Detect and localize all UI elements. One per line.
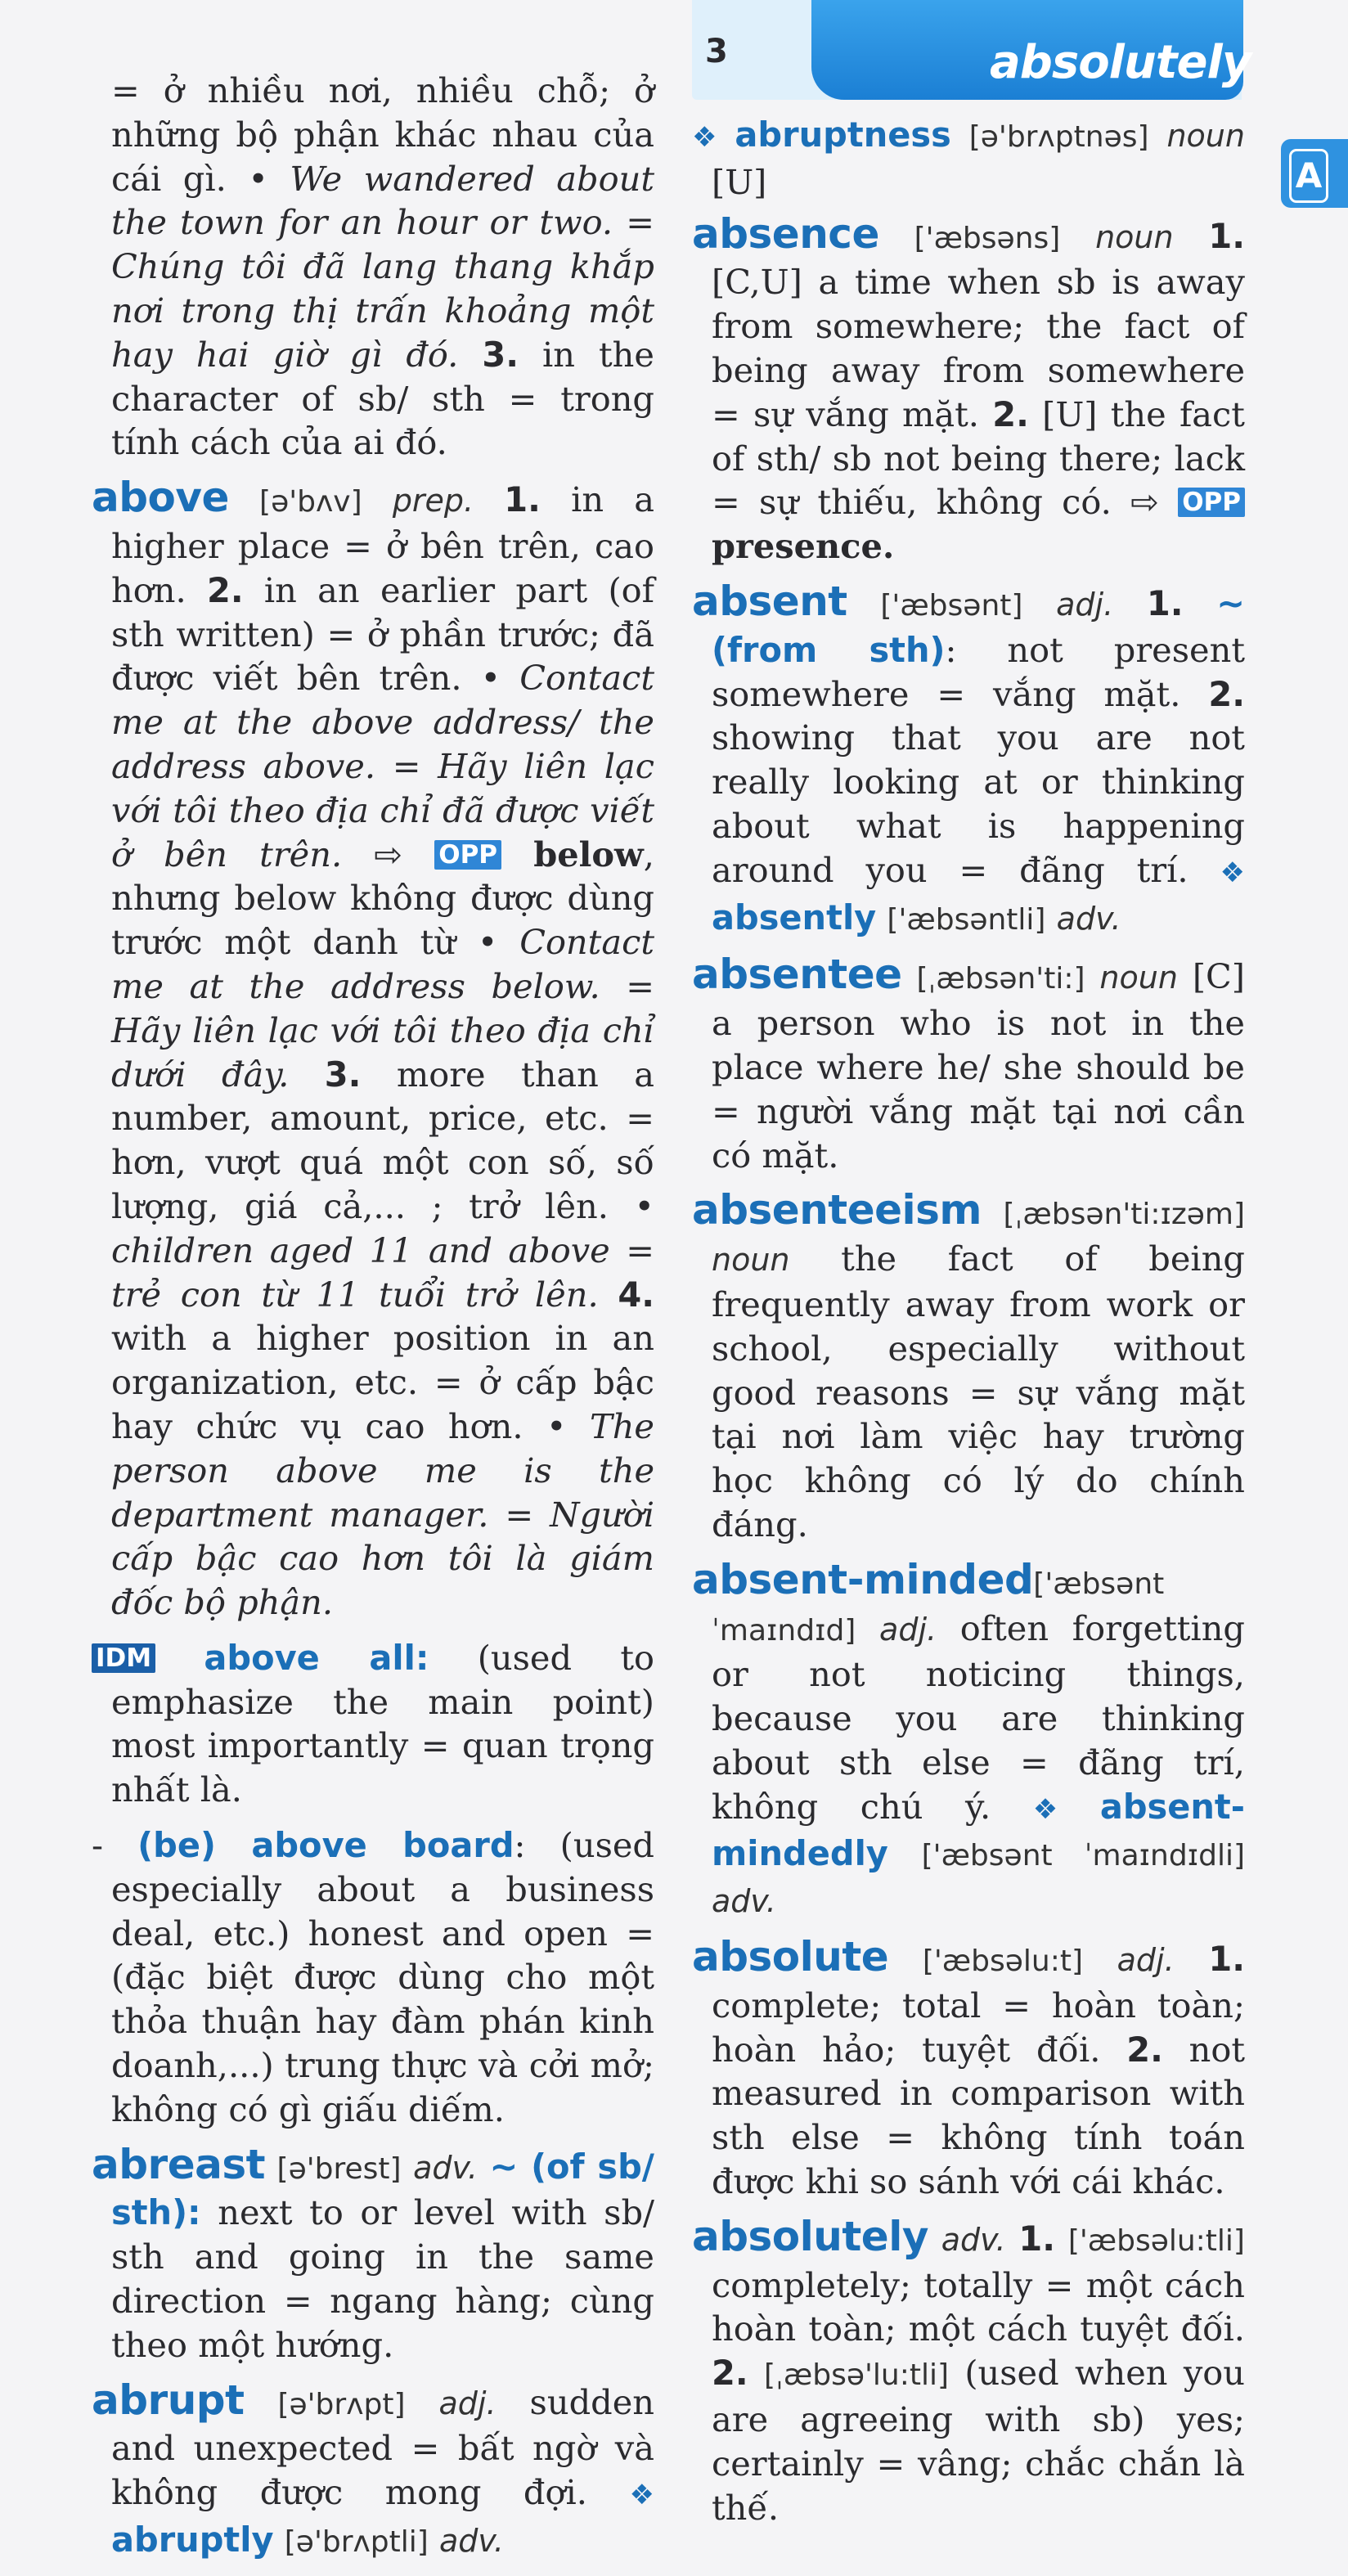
headword: absolute	[692, 1933, 889, 1981]
part-of-speech: adv.	[439, 2523, 504, 2560]
headword: abreast	[92, 2140, 266, 2188]
part-of-speech: noun	[1166, 118, 1245, 154]
arrow-right-icon: ⇨	[1130, 482, 1159, 523]
headword: abrupt	[92, 2376, 245, 2424]
derivative-word: absently	[712, 897, 877, 937]
entry-above	[92, 476, 654, 1625]
example-text: children aged 11 and above = trẻ con từ 11 tuổi trở lên.	[111, 1230, 654, 1315]
derivative-diamond-icon: ❖	[1220, 856, 1245, 889]
definition-text: complete; total = hoàn toàn; hoàn hảo; tuyệt đối.	[712, 1985, 1245, 2070]
idiom-block	[92, 1823, 654, 2132]
derivative-word: absent-mindedly	[712, 1786, 1245, 1874]
idm-label: IDM	[92, 1643, 155, 1673]
opp-label: OPP	[1178, 488, 1245, 517]
pronunciation: [ə'brest]	[276, 2151, 402, 2186]
sense-number: 2.	[1208, 673, 1245, 714]
definition-text: not measured in comparison with sth else = không tính toán được khi so sánh với cái khác.	[712, 2029, 1245, 2202]
entry-absent-minded	[692, 1555, 1245, 1924]
pronunciation: ['æbsənt ˈmaɪndɪd]	[712, 1567, 1165, 1648]
pronunciation: ['æbsənt ˈmaɪndɪdli]	[921, 1839, 1245, 1873]
pronunciation: ['æbsəlu:t]	[922, 1944, 1083, 1979]
definition-text: [U] the fact of sth/ sb not being there; lack = sự thiếu, không có.	[712, 393, 1245, 523]
entry-absolutely	[692, 2212, 1245, 2530]
derivative-word: abruptly	[111, 2520, 274, 2560]
example-text: The person above me is the department manager. = Người cấp bậc cao hơn tôi là giám đốc bộ phận.	[111, 1405, 654, 1623]
pronunciation: [ˌæbsən'ti:ɪzəm]	[1003, 1198, 1245, 1232]
part-of-speech: adj.	[879, 1611, 937, 1648]
sense-number: 2.	[1126, 2029, 1163, 2070]
opposite-word: presence.	[712, 526, 895, 567]
sense-number: 3.	[324, 1054, 362, 1095]
definition-text: more than a number, amount, price, etc. = hơn, vượt quá một con số, số lượng, giá cả,... ; trở lên. •	[111, 1054, 654, 1226]
part-of-speech: noun	[712, 1242, 790, 1279]
sense-number: 2.	[712, 2353, 748, 2394]
part-of-speech: adj.	[1117, 1942, 1175, 1979]
definition-text: showing that you are not really looking at or thinking about what is happening around you = đãng trí.	[712, 717, 1245, 890]
pronunciation: [ˌæbsə'lu:tli]	[763, 2358, 950, 2393]
sense-number: 4.	[618, 1274, 654, 1315]
entry-absentee	[692, 953, 1245, 1177]
right-column	[692, 113, 1245, 2541]
pronunciation: ['æbsənt]	[880, 588, 1023, 623]
headword: absentee	[692, 951, 902, 999]
part-of-speech: adj.	[1056, 586, 1114, 623]
entry-absent	[692, 577, 1245, 942]
letter-tab-label[interactable]: A	[1289, 149, 1328, 203]
headword: absent	[692, 577, 847, 625]
pronunciation: ['æbsəns]	[914, 221, 1061, 255]
entry-absolute	[692, 1935, 1245, 2204]
part-of-speech: adv.	[712, 1883, 776, 1920]
definition-text: with a higher position in an organization, etc. = ở cấp bậc hay chức vụ cao hơn. •	[111, 1318, 654, 1446]
definition-text: (used to emphasize the main point) most importantly = quan trọng nhất là.	[111, 1637, 654, 1810]
part-of-speech: noun	[1099, 960, 1178, 996]
part-of-speech: adv.	[1056, 900, 1121, 937]
headword: absent-minded	[692, 1555, 1034, 1603]
definition-text: completely; totally = một cách hoàn toàn; một cách tuyệt đối.	[712, 2264, 1245, 2349]
sense-number: 2.	[206, 569, 244, 610]
definition-text: in an earlier part (of sth written) = ở phần trước; đã được viết bên trên. •	[111, 569, 654, 699]
definition-text: , nhưng below không được dùng trước một danh từ •	[111, 834, 654, 963]
example-text: We wandered about the town for an hour or two. = Chúng tôi đã lang thang khắp nơi trong thị trấn khoảng một hay hai giờ gì đó.	[111, 158, 654, 375]
definition-text: [C] a person who is not in the place where he/ she should be = người vắng mặt tại nơi cần có mặt.	[712, 956, 1245, 1176]
sense-number: 1.	[1208, 1939, 1245, 1980]
part-of-speech: adj.	[438, 2385, 497, 2421]
derivative-word: abruptness	[735, 115, 951, 155]
derivative-diamond-icon: ❖	[629, 2479, 654, 2512]
opp-label: OPP	[434, 840, 501, 870]
definition-text: often forgetting or not noticing things, because you are thinking about sth else = đãng trí, không chú ý.	[712, 1607, 1245, 1827]
pronunciation: [ə'bʌv]	[259, 485, 362, 519]
definition-text: sudden and unexpected = bất ngờ và không được mong đợi.	[111, 2381, 654, 2513]
idiom-phrase: above all:	[204, 1637, 429, 1678]
definition-text: : not present somewhere = vắng mặt.	[712, 629, 1245, 714]
pronunciation: ['æbsəntli]	[887, 902, 1046, 937]
headword: absence	[692, 209, 879, 258]
pronunciation: [ˌæbsən'ti:]	[916, 962, 1085, 996]
list-dash: -	[92, 1825, 104, 1866]
opposite-word: below	[533, 834, 644, 874]
entry-absence	[692, 209, 1245, 569]
definition-text: the fact of being frequently away from work or school, especially without good reasons = sự vắng mặt tại nơi làm việc hay trường học không có lý do chính đáng.	[712, 1239, 1245, 1544]
example-text: Contact me at the address below. = Hãy liên lạc với tôi theo địa chỉ dưới đây.	[111, 922, 654, 1095]
sense-number: 3.	[482, 334, 519, 375]
entry-continuation	[92, 69, 654, 465]
guide-word: absolutely	[990, 36, 1251, 89]
page-number: 3	[705, 33, 728, 70]
definition-text: next to or level with sb/ sth and going in the same direction = ngang hàng; cùng theo một hướng.	[111, 2192, 654, 2365]
headword: absenteeism	[692, 1186, 982, 1234]
usage-pattern: ~ (from sth)	[712, 582, 1245, 670]
left-column	[92, 69, 654, 2576]
definition-text: [U]	[712, 161, 767, 202]
derivative-diamond-icon: ❖	[692, 121, 717, 154]
pronunciation: [ə'brʌpt]	[277, 2387, 406, 2421]
part-of-speech: adv.	[941, 2221, 1006, 2258]
sense-number: 1.	[1018, 2218, 1056, 2259]
pronunciation: [ə'brʌptnəs]	[968, 120, 1149, 154]
entry-abrupt	[92, 2376, 654, 2565]
part-of-speech: adv.	[413, 2149, 478, 2186]
headword: absolutely	[692, 2212, 928, 2260]
entry-absenteeism	[692, 1186, 1245, 1546]
sense-number: 1.	[504, 479, 541, 520]
definition-text: = ở nhiều nơi, nhiều chỗ; ở những bộ phận khác nhau của cái gì. •	[111, 70, 654, 199]
pronunciation: ['æbsəlu:tli]	[1067, 2223, 1245, 2258]
arrow-right-icon: ⇨	[374, 834, 403, 874]
example-text: Contact me at the above address/ the address above. = Hãy liên lạc với tôi theo địa chỉ đã được viết ở bên trên.	[111, 658, 654, 874]
entry-abruptness	[692, 113, 1245, 205]
part-of-speech: prep.	[392, 483, 474, 519]
definition-text: [C,U] a time when sb is away from somewhere; the fact of being away from somewhere = sự vắng mặt.	[712, 262, 1245, 434]
definition-text: (used when you are agreeing with sb) yes; certainly = vâng; chắc chắn là thế.	[712, 2353, 1245, 2528]
part-of-speech: noun	[1095, 218, 1174, 255]
definition-text: : (used especially about a business deal, etc.) honest and open = (đặc biệt được dùng cho một thỏa thuận hay đàm phán kinh doanh,...) trung thực và cởi mở; không có gì giấu diếm.	[111, 1825, 654, 2129]
sense-number: 2.	[992, 393, 1029, 434]
idiom-phrase: (be) above board	[137, 1825, 514, 1866]
entry-abreast	[92, 2140, 654, 2367]
sense-number: 1.	[1146, 582, 1184, 623]
definition-text: in a higher place = ở bên trên, cao hơn.	[111, 479, 654, 610]
headword: above	[92, 474, 229, 522]
pronunciation: [ə'brʌptli]	[284, 2525, 429, 2560]
derivative-diamond-icon: ❖	[1032, 1792, 1058, 1826]
sense-number: 1.	[1208, 215, 1245, 256]
idiom-block	[92, 1636, 654, 1812]
usage-pattern: ~ (of sb/ sth):	[111, 2146, 654, 2233]
definition-text: in the character of sb/ sth = trong tính cách của ai đó.	[111, 334, 654, 463]
